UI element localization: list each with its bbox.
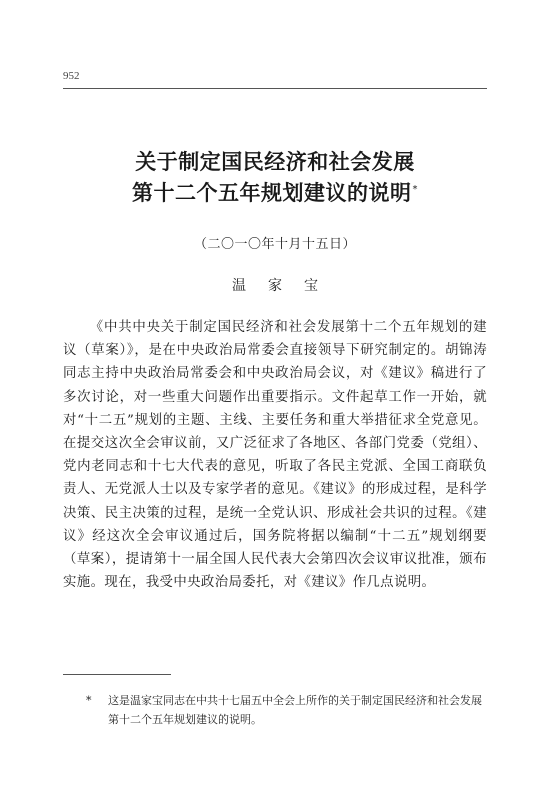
title-line-1: 关于制定国民经济和社会发展 (135, 150, 415, 174)
page-title (63, 147, 487, 209)
body-paragraph: 《中共中央关于制定国民经济和社会发展第十二个五年规划的建议（草案）》，是在中央政治局常委会直接领导下研究制定的。胡锦涛同志主持中央政治局常委会和中央政治局会议，对《建议》稿进行了多次讨论，对一些重大问题作出重要指示。文件起草工作一开始，就对“十二五”规划的主题、主线、主要任务和重大举措征求全党意见。在提交这次全会审议前，又广泛征求了各地区、各部门党委（党组）、党内老同志和十七大代表的意见，听取了各民主党派、全国工商联负责人、无党派人士以及专家学者的意见。《建议》的形成过程，是科学决策、民主决策的过程，是统一全党认识、形成社会共识的过程。《建议》经这次全会审议通过后，国务院将据以编制“十二五”规划纲要（草案），提请第十一届全国人民代表大会第四次会议审议批准，颁布实施。现在，我受中央政治局委托，对《建议》作几点说明。 (63, 320, 487, 591)
footnote-rule (63, 674, 171, 675)
speech-date: （二〇一〇年十月十五日） (193, 237, 356, 252)
title-line-2 (63, 178, 487, 209)
footnote-mark: * (86, 694, 92, 707)
header-rule (63, 88, 487, 89)
page-number: 952 (63, 70, 80, 82)
title-footnote-mark: * (412, 184, 418, 195)
footnote (86, 691, 482, 729)
footnote-text: 这是温家宝同志在中共十七届五中全会上所作的关于制定国民经济和社会发展第十二个五年规划建议的说明。 (108, 694, 482, 726)
title-line-2-text: 第十二个五年规划建议的说明 (132, 181, 412, 205)
author-name: 温家宝 (232, 278, 340, 294)
